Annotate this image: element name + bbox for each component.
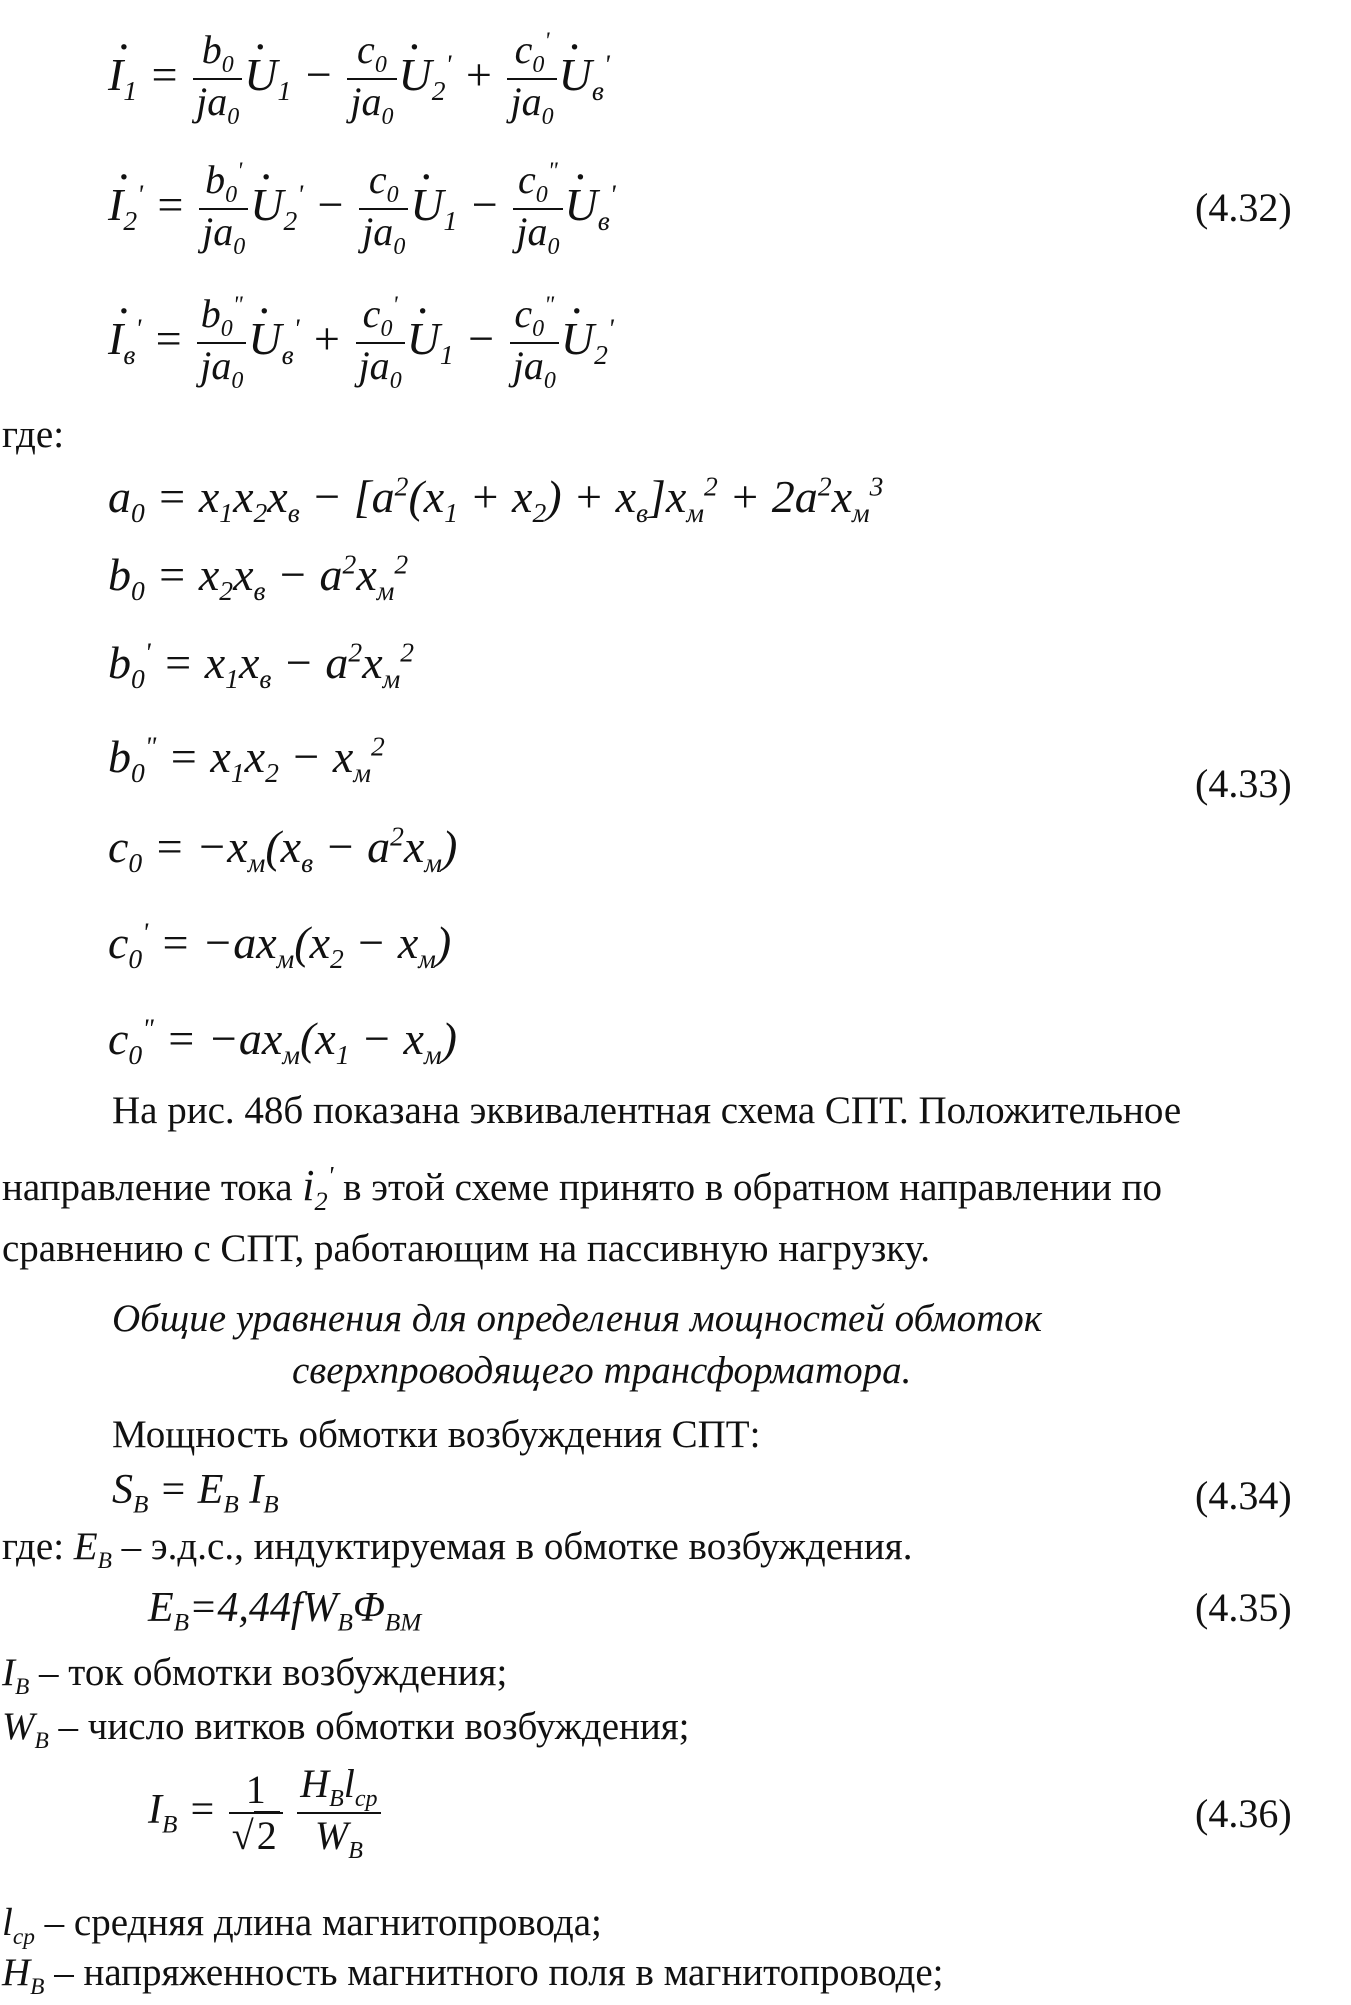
lcp-symbol: $l_{ср}$ [2, 1901, 35, 1950]
power-intro: Мощность обмотки возбуждения СПТ: [112, 1413, 761, 1456]
hb-description [2, 1950, 944, 2001]
wb-description [2, 1704, 690, 1755]
equation-number-4-33: (4.33) [1195, 761, 1292, 806]
equation-c0: $c_0 = -x_м(x_в - a^2x_м)$ [108, 820, 458, 879]
equation-c0-double-prime: $c_0^" = -ax_м(x_1 - x_м)$ [108, 1012, 457, 1071]
where-label: где: [2, 413, 65, 456]
wb-symbol: $W_В$ [2, 1705, 49, 1754]
eb-description [2, 1524, 913, 1575]
ib-description [2, 1650, 507, 1701]
equation-number-4-32: (4.32) [1195, 185, 1292, 230]
ib-symbol: $I_В$ [2, 1651, 30, 1700]
equation-number-4-34: (4.34) [1195, 1473, 1292, 1518]
equation-ib: · $I_в'$ = $\frac{b_0^"}{ja_0}$ · $U_в'$ + $\frac{c_0'}{ja_0}$ · $U_1$ − $\frac{c_0^"}{ja_0}$ · $U_2'$ [108, 292, 614, 395]
paragraph-line-3: сравнению с СПТ, работающим на пассивную нагрузку. [2, 1227, 931, 1270]
equation-eb: $E_В=4,44fW_В\Phi_{ВМ}$ [148, 1585, 422, 1637]
wb-description-text: – число витков обмотки возбуждения; [58, 1705, 690, 1748]
equation-ib-formula: $I_В$ = $\frac{1}{√2}$ $\frac{H_Вl_{ср}}{W_В}$ [148, 1762, 383, 1865]
equation-sb: $S_В = E_В$ $I_В$ [112, 1467, 279, 1519]
equation-i1: · $I_1$ = $\frac{b_0}{ja_0}$ · $U_1$ − $\frac{c_0}{ja_0}$ · $U_2'$ + $\frac{c_0'}{ja_0}$ · $U_в'$ [108, 28, 610, 131]
equation-b0-double-prime: $b_0^" = x_1x_2 - x_м^2$ [108, 730, 385, 789]
equation-a0: $a_0 = x_1x_2x_в - [a^2(x_1 + x_2) + x_в]x_м^2 + 2a^2x_м^3$ [108, 470, 884, 529]
equation-c0-prime: $c_0' = -ax_м(x_2 - x_м)$ [108, 916, 452, 975]
paragraph-line-2-end: в этой схеме принято в обратном направлении по [343, 1166, 1163, 1209]
equation-b0: $b_0 = x_2x_в - a^2x_м^2$ [108, 548, 409, 607]
lcp-description [2, 1900, 602, 1951]
current-symbol-i2: $i_2'$ [302, 1160, 334, 1216]
equation-b0-prime: $b_0' = x_1x_в - a^2x_м^2$ [108, 636, 415, 695]
hb-description-text: – напряженность магнитного поля в магнитопроводе; [54, 1951, 944, 1994]
eb-description-where: где: [2, 1525, 65, 1568]
ib-description-text: – ток обмотки возбуждения; [39, 1651, 508, 1694]
eb-symbol: $E_В$ [73, 1525, 112, 1574]
hb-symbol: $H_В$ [2, 1951, 45, 2000]
paragraph-line-2-start: направление тока [2, 1166, 293, 1209]
equation-i2: · $I_2'$ = $\frac{b_0'}{ja_0}$ · $U_2'$ − $\frac{c_0}{ja_0}$ · $U_1$ − $\frac{c_0^"}{ja_0}$ · $U_в'$ [108, 158, 616, 261]
equation-number-4-36: (4.36) [1195, 1791, 1292, 1836]
paragraph-line-2 [2, 1160, 1162, 1217]
eb-description-text: – э.д.с., индуктируемая в обмотке возбуждения. [121, 1525, 913, 1568]
paragraph-line-1: На рис. 48б показана эквивалентная схема СПТ. Положительное [112, 1089, 1182, 1132]
section-heading-line-2: сверхпроводящего трансформатора. [292, 1349, 912, 1392]
section-heading-line-1: Общие уравнения для определения мощностей обмоток [112, 1297, 1043, 1340]
equation-number-4-35: (4.35) [1195, 1585, 1292, 1630]
lcp-description-text: – средняя длина магнитопровода; [44, 1901, 602, 1944]
